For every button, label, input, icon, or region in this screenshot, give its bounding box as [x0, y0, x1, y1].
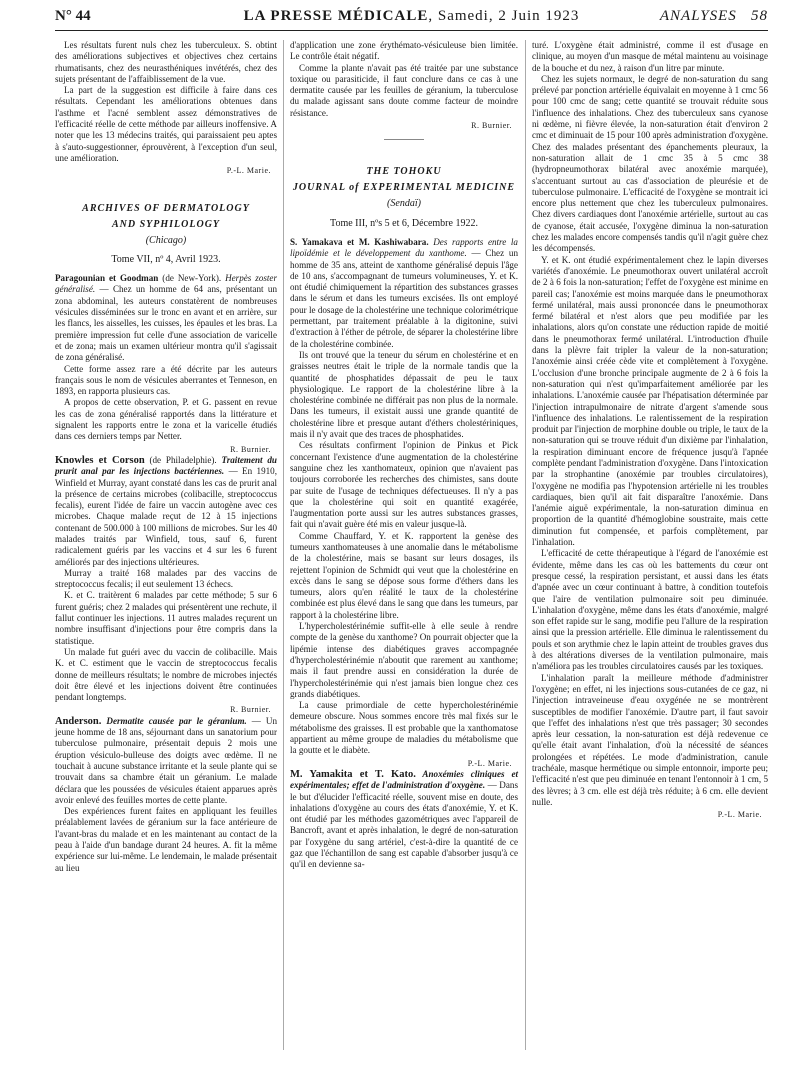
paragraph: Murray a traité 168 malades par des vaccins de streptococcus fecalis; il eut seulement 13 échecs. [55, 567, 277, 590]
paragraph: L'hypercholestérinémie suffit-elle à elle seule à rendre compte de la genèse du xanthome? On pourrait objecter que la lipémie intense des diabétiques graves accompagnée d'hypercholestérinémie n'aboutit que rarement au xanthome; mais il faut prendre aussi en considération la durée de l'hypercholestérinémie qui n'est jamais bien longue chez ces grands diabétiques. [290, 621, 518, 699]
column-divider [283, 40, 284, 1050]
paragraph: Chez les sujets normaux, le degré de non-saturation du sang prélevé par ponction artérielle équivalait en moyenne à 1 cmc 56 pour 100 cmc de sang; cette quantité se trouvait réduite sous l'influence des inhalations. Chez des tuberculeux sans cyanose ni œdème, ni fièvre élevée, la non-saturation était d'environ 2 cmc et diminuait de 15 pour 100 après administration d'oxygène. Chez des malades présentant des épanchements pleuraux, la non-saturation allait de 1 cmc 35 à 5 cmc 38 (hydropneumothorax bilatéral avec anoxémie marquée), s'accentuant surtout au cas d'association de pleurésie et de tuberculose pulmonaire. L'efficacité de l'oxygène se montrait ici encore plus nettement que chez les tuberculeux pulmonaires. Chez divers cardiaques dont l'anoxémie artérielle, surtout au cas de cyanose, était accusée, l'oxygène diminua la non-saturation chez les malades encore compensés tandis qu'il n'agit guère chez les décompensés. [532, 73, 768, 254]
paragraph: Un malade fut guéri avec du vaccin de colibacille. Mais K. et C. estiment que le vaccin de streptococcus fecalis donne de meilleurs résultats; le nombre de microbes injectés doit être élevé et les injections doivent être continuées pendant longtemps. [55, 646, 277, 703]
article-heading: Paragounian et Goodman (de New-York). Herpès zoster généralisé. — Chez un homme de 64 ans, présentant un zona abdominal, les auteurs constatèrent de nombreuses vésicules disséminées sur le tronc en avant et en arrière, sur les flancs, les aisselles, les cuisses, les épaules et les bras. La première impression fut celle d'une association de varicelle et de zona; mais un examen ultérieur montra qu'il s'agissait de zona généralisé. [55, 273, 278, 363]
article-heading: Knowles et Corson (de Philadelphie). Traitement du prurit anal par les injections bactériennes. — En 1910, Winfield et Murray, ayant constaté dans les cas de prurit anal la présence de certains microbes (colibacille, streptococcus fecalis), eurent l'idée de faire un vaccin autogène avec ces microbes. Chaque malade reçut de 12 à 15 injections contenant de 500.000 à 100 millions de microbes. Sur les 40 malades traités par Winfield, tous, sauf 6, furent radicalement guéris par les vaccins et 4 sur les 6 furent améliorés par des injections ultérieures. [55, 454, 278, 567]
divider [384, 139, 424, 140]
paragraph: Y. et K. ont étudié expérimentalement chez le lapin diverses variétés d'anoxémie. Le pneumothorax ouvert unilatéral accroît de 2 à 6 fois la non-saturation; l'effet de l'oxygène est minime en pareil cas; l'anoxémie est moins marquée dans le pneumothorax fermé unilatéral, mais aussi prononcée dans le pneumothorax fermé bilatéral et n'est alors que peu modifiée par les inhalations, alors qu'on constate une réduction rapide de moitié dans le pneumothorax fermé unilatéral. L'introduction d'huile dans la plèvre fait tripler la valeur de la non-saturation; l'anoxémie ainsi créée cède vite et complètement à l'oxygène. L'occlusion d'une bronche principale augmente de 2 à 6 fois la non-saturation qui n'est qu'imparfaitement améliorée par les inhalations. L'anoxémie causée par l'hépatisation déterminée par l'injection intrapulmonaire de nitrate d'argent s'amende sous l'influence des inhalations. Le ralentissement de la respiration produit par l'injection de morphine double ou triple, le taux de la non-saturation qui se trouve réduit d'un dixième par l'inhalation, la respiration diminuant encore de fréquence jusqu'à l'apnée complète pendant l'administration d'oxygène. Dans l'intoxication par la strophantine (anoxémie par troubles circulatoires), l'oxygène ne modifia pas l'hypotension artérielle ni les troubles cardiaques, bien qu'il ait fait disparaître l'anoxémie. Dans l'anémie aiguë expérimentale, la non-saturation diminua en proportion de la quantité d'hémoglobine soustraite, mais cette diminution fut compensée, et parfois complètement, par l'inhalation. [532, 254, 768, 548]
journal-city: (Sendaï) [387, 198, 421, 210]
paragraph: Comme la plante n'avait pas été traitée par une substance toxique ou parasiticide, il faut conclure dans ce cas à une dermatite causée par les feuilles de géranium, la tuberculose du malade agissant sans doute comme facteur de moindre résistance. [290, 62, 518, 118]
paragraph: Ils ont trouvé que la teneur du sérum en cholestérine et en graisses neutres était le triple de la normale tandis que la quantité de phosphatides dépassait de peu le taux physiologique. Le rapport de la cholestérine libre à la cholestérine combinée ne différait pas non plus de la normale. Dans les tumeurs, il existait aussi une grande quantité de cholestérine libre et presque autant d'éthers cholestériniques, mais il n'y avait que des traces de phosphatides. [290, 349, 518, 440]
paragraph: A propos de cette observation, P. et G. passent en revue les cas de zona généralisé rapportés dans la littérature et signalent les rapports entre le zona et la varicelle étudiés dans ces derniers temps par Netter. [55, 397, 277, 442]
paragraph: Des expériences furent faites en appliquant les feuilles préalablement lavées de géranium sur la face antérieure de l'avant-bras du malade et en les maintenant au contact de la peau à l'aide d'un bandage durant 24 heures. A. fit la même expérience sur lui-même. Le lendemain, le malade présentait au lieu [55, 806, 277, 873]
paragraph: K. et C. traitèrent 6 malades par cette méthode; 5 sur 6 furent guéris; chez 2 malades qui présentèrent une rechute, il fallut continuer les injections. 11 autres malades reçurent un nombre insuffisant d'injections pour être compris dans la statistique. [55, 590, 277, 646]
paragraph: L'inhalation paraît la meilleure méthode d'administrer l'oxygène; en effet, ni les injections sous-cutanées de ce gaz, ni l'injection intraveineuse d'eau oxygénée ne se montrèrent susceptibles de modifier l'anoxémie. D'autre part, il faut savoir que l'effet des inhalations n'est que très passager; 30 secondes après leur cessation, la non-saturation est déjà redevenue ce qu'elle était avant l'inhalation, d'où la nécessité de séances prolongées et répétées. Le mode d'administration, canule trachéale, masque hermétique ou simple entonnoir, importe peu; l'efficacité n'est que peu diminuée en tenant l'entonnoir à 1 cm, 5 des lèvres; à 3 cm. elle est déjà très réduite; à 6 cm. elle devient nulle. [532, 672, 768, 807]
paragraph: turé. L'oxygène était administré, comme il est d'usage en clinique, au moyen d'un masque de métal maintenu au voisinage de la bouche et du nez, à raison d'un litre par minute. [532, 40, 768, 73]
page-header [55, 8, 768, 31]
paragraph: L'efficacité de cette thérapeutique à l'égard de l'anoxémie est évidente, même dans les cas où les battements du cœur ont presque cessé, la respiration persistant, et aussi dans les états d'apnée avec un cœur continuant à battre, à condition toutefois que l'aire de ventilation pulmonaire soit peu diminuée. L'inhalation d'oxygène, même dans les états d'anoxémie, malgré son effet rapide sur le sang, modifie peu l'allure de la respiration ainsi que la pression artérielle. Elle diminua le ralentissement du pouls et son arythmie chez le lapin atteint de troubles graves dus à des altérations diverses de la ventilation pulmonaire, mais n'améliora pas les troubles circulatoires causés par les toxiques. [532, 548, 768, 672]
article-heading: Anderson. Dermatite causée par le géranium. — Un jeune homme de 18 ans, séjournant dans un sanatorium pour tuberculose pulmonaire, présentait depuis 2 mois une éruption vésiculo-bulleuse des doigts avec œdème. Il ne touchait à aucune substance irritante et la seule plante qui se trouvait dans sa chambre était un géranium. Le malade déclara que les poussées de vésicules étaient apparues après avoir enlevé des feuilles mortes de cette plante. [55, 715, 277, 805]
paragraph: d'application une zone érythémato-vésiculeuse bien limitée. Le contrôle était négatif. [290, 40, 518, 62]
journal-heading: ARCHIVES OF DERMATOLOGY AND SYPHILOLOGY [82, 202, 250, 230]
column-divider [525, 40, 526, 1050]
column-2 [290, 40, 518, 871]
journal-issue: Tome III, nºs 5 et 6, Décembre 1922. [330, 217, 478, 229]
signature: R. Burnier. [230, 705, 271, 715]
signature: P.-L. Marie. [717, 810, 762, 820]
journal-city: (Chicago) [145, 234, 187, 246]
page-number: N° 44 [55, 8, 91, 24]
signature: R. Burnier. [471, 121, 512, 131]
article-heading: S. Yamakava et M. Kashiwabara. Des rapports entre la lipoïdémie et le développement du xanthome. — Chez un homme de 35 ans, atteint de xanthome généralisé depuis l'âge de 10 ans, s'accompagnant de tumeurs volumineuses, Y. et K. ont étudié chimiquement la répartition des substances grasses dans le sérum et dans les tumeurs excisées. Ils ont employé pour le dosage de la cholestérine une technique colorimétrique permettant, par traitement préalable à la digitonine, suivi d'extraction à l'éther de pétrole, de séparer la cholestérine libre de la cholestérine combinée. [290, 236, 518, 349]
paragraph: Comme Chauffard, Y. et K. rapportent la genèse des tumeurs xanthomateuses à une anomalie dans le métabolisme de la cholestérine, mais se basant sur leurs dosages, ils rejettent l'opinion de Schmidt qui veut que la cholestérine en excès dans le sang se dépose sous forme d'éthers dans les tumeurs, alors qu'en réalité le taux de la cholestérine combinée est plus élevé dans le sang que dans les tumeurs, par rapport à la cholestérine libre. [290, 530, 518, 620]
signature: R. Burnier. [230, 444, 271, 454]
paragraph: La cause primordiale de cette hypercholestérinémie demeure obscure. Nous sommes encore très mal fixés sur le métabolisme des graisses. Il est probable que la xanthomatose appartient au même groupe de maladies du métabolisme que la goutte et le diabète. [290, 700, 518, 756]
signature: P.-L. Marie. [467, 758, 512, 768]
article-heading: M. Yamakita et T. Kato. Anoxémies cliniques et expérimentales; effet de l'administration d'oxygène. — Dans le but d'élucider l'efficacité réelle, souvent mise en doute, des inhalations d'oxygène au cours des états d'anoxémie, Y. et K. ont étudié par les méthodes gazométriques avec l'appareil de Bancroft, avant et après inhalation, le degré de non-saturation par l'oxygène du sang artériel, c'est-à-dire la quantité de ce gaz que l'échantillon de sang est capable d'absorber jusqu'à ce qu'il en devienne sa- [290, 768, 519, 870]
paragraph: La part de la suggestion est difficile à faire dans ces résultats. Cependant les améliorations obtenues dans l'asthme et l'acné semblent assez démonstratives de l'efficacité réelle de cette méthode par ailleurs inoffensive. A noter que les 13 médecins traités, qui paraissaient peu aptes à s'auto-suggestionner, éprouvèrent, à l'exception d'un seul, une amélioration. [55, 85, 277, 163]
section-title: ANALYSES 58 [659, 8, 768, 24]
paragraph: Les résultats furent nuls chez les tuberculeux. S. obtint des améliorations subjectives et objectives chez certains rhumatisants, chez des neurasthéniques invétérés, chez des sujets présentant de l'affaiblissement de la vue. [55, 40, 277, 84]
paragraph: Cette forme assez rare a été décrite par les auteurs français sous le nom de vésicules aberrantes et Tenneson, en 1893, en rapporta plusieurs cas. [55, 363, 277, 397]
paragraph: Ces résultats confirment l'opinion de Pinkus et Pick concernant l'existence d'une augmentation de la cholestérine sanguine chez les xanthomateux, opinion que n'avaient pas toujours corroborée les recherches des chimistes, sans doute par suite de l'usage de techniques défectueuses. Il n'y a pas que la cholestérine qui soit en quantité exagérée, l'augmentation porte aussi sur les autres substances grasses, fait qui n'avait guère été mis en valeur jusque-là. [290, 440, 518, 530]
signature: P.-L. Marie. [226, 166, 271, 176]
journal-issue: Tome VII, nº 4, Avril 1923. [111, 253, 221, 265]
journal-title: LA PRESSE MÉDICALE, Samedi, 2 Juin 1923 [243, 8, 580, 24]
column-1 [55, 40, 277, 874]
journal-heading: THE TOHOKU JOURNAL of EXPERIMENTAL MEDICINE [292, 166, 516, 194]
column-3 [532, 40, 768, 820]
